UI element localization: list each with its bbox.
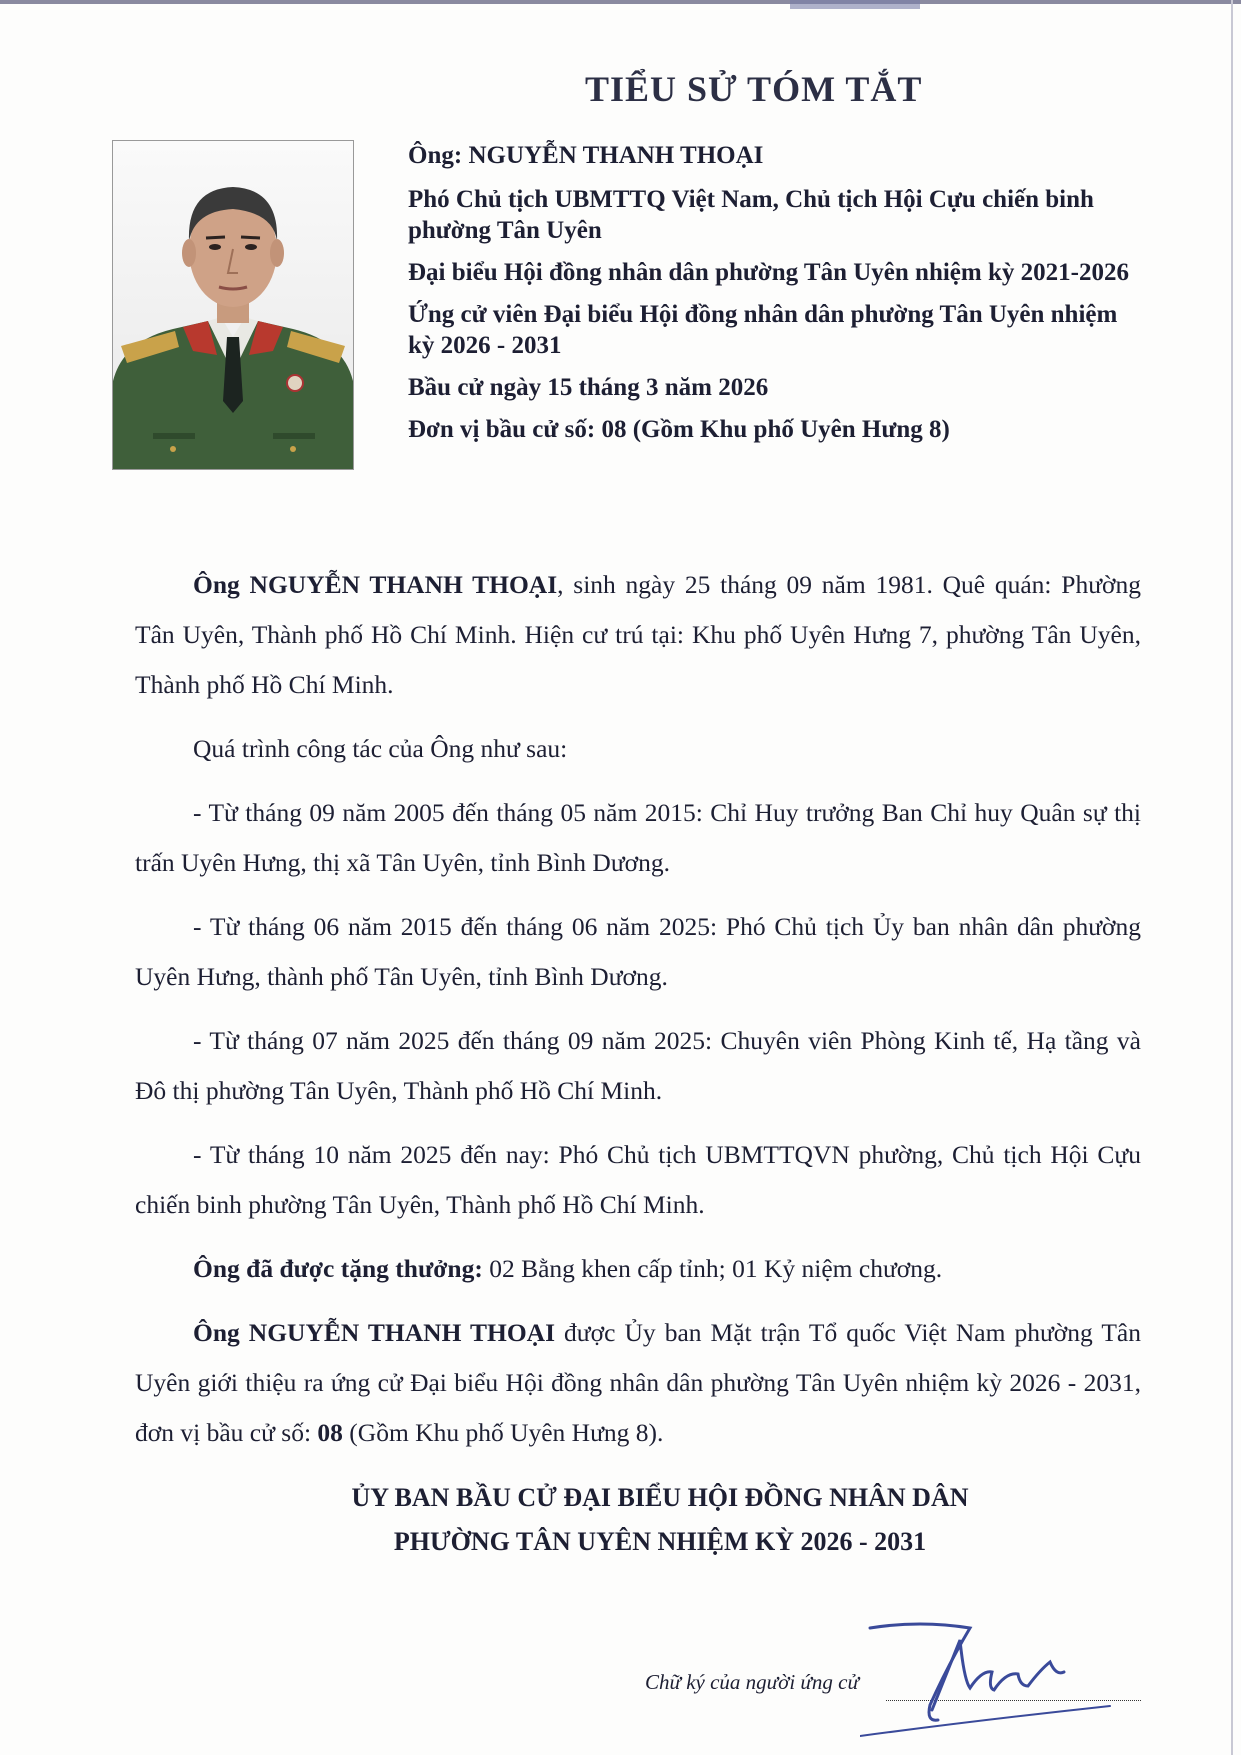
candidate-name: NGUYỄN THANH THOẠI — [468, 142, 764, 169]
intro-paragraph — [135, 560, 1141, 710]
header-line-candidacy: Ứng cử viên Đại biểu Hội đồng nhân dân phường Tân Uyên nhiệm kỳ 2026 - 2031 — [408, 301, 1118, 359]
candidate-name-line — [408, 140, 1148, 171]
handwritten-signature — [860, 1610, 1130, 1740]
scan-right-edge — [1231, 0, 1233, 1755]
awards-label: Ông đã được tặng thưởng: — [193, 1254, 483, 1283]
career-item: - Từ tháng 06 năm 2015 đến tháng 06 năm 2025: Phó Chủ tịch Ủy ban nhân dân phường Uyên Hưng, thành phố Tân Uyên, tỉnh Bình Dương. — [135, 912, 1141, 991]
closing-end: (Gồm Khu phố Uyên Hưng 8). — [342, 1418, 664, 1447]
header-line-current-term: Đại biểu Hội đồng nhân dân phường Tân Uyên nhiệm kỳ 2021-2026 — [408, 259, 1129, 286]
committee-line-1: ỦY BAN BẦU CỬ ĐẠI BIỂU HỘI ĐỒNG NHÂN DÂN — [351, 1483, 969, 1512]
biography-body — [135, 560, 1141, 1472]
scan-top-mark — [790, 0, 920, 9]
intro-name: Ông NGUYỄN THANH THOẠI — [193, 570, 558, 599]
career-item: - Từ tháng 07 năm 2025 đến tháng 09 năm 2025: Chuyên viên Phòng Kinh tế, Hạ tầng và Đô thị phường Tân Uyên, Thành phố Hồ Chí Minh. — [135, 1026, 1141, 1105]
candidate-header — [408, 140, 1148, 456]
closing-name: Ông NGUYỄN THANH THOẠI — [193, 1318, 556, 1347]
closing-unit: 08 — [317, 1418, 343, 1447]
election-committee-footer — [300, 1476, 1020, 1564]
candidate-portrait-photo — [112, 140, 354, 470]
document-title: TIỂU SỬ TÓM TẮT — [585, 69, 923, 109]
header-line-election-date: Bầu cử ngày 15 tháng 3 năm 2026 — [408, 374, 769, 401]
awards-text: 02 Bằng khen cấp tỉnh; 01 Kỷ niệm chương. — [482, 1254, 943, 1283]
awards-paragraph — [135, 1244, 1141, 1294]
intro-text: , sinh ngày 25 tháng 09 năm 1981. Quê quán: Phường Tân Uyên, Thành phố Hồ Chí Minh. Hiện cư trú tại: Khu phố Uyên Hưng 7, phường Tân Uyên, Thành phố Hồ Chí Minh. — [135, 570, 1141, 699]
header-line-position: Phó Chủ tịch UBMTTQ Việt Nam, Chủ tịch Hội Cựu chiến binh phường Tân Uyên — [408, 186, 1094, 244]
career-heading: Quá trình công tác của Ông như sau: — [193, 734, 568, 763]
header-line-electoral-unit: Đơn vị bầu cử số: 08 (Gồm Khu phố Uyên Hưng 8) — [408, 416, 950, 443]
career-item: - Từ tháng 09 năm 2005 đến tháng 05 năm 2015: Chỉ Huy trưởng Ban Chỉ huy Quân sự thị trấn Uyên Hưng, thị xã Tân Uyên, tỉnh Bình Dương. — [135, 798, 1141, 877]
committee-line-2: PHƯỜNG TÂN UYÊN NHIỆM KỲ 2026 - 2031 — [393, 1527, 927, 1556]
scan-top-edge — [0, 0, 1241, 4]
closing-text: được Ủy ban Mặt trận Tổ quốc Việt Nam phường Tân Uyên giới thiệu ra ứng cử Đại biểu Hội đồng nhân dân phường Tân Uyên nhiệm kỳ 2026 - 2031, đơn vị bầu cử số: — [135, 1318, 1141, 1447]
signature-label: Chữ ký của người ứng cử — [645, 1670, 859, 1694]
career-item: - Từ tháng 10 năm 2025 đến nay: Phó Chủ tịch UBMTTQVN phường, Chủ tịch Hội Cựu chiến binh phường Tân Uyên, Thành phố Hồ Chí Minh. — [135, 1140, 1141, 1219]
closing-paragraph — [135, 1308, 1141, 1458]
name-prefix: Ông: — [408, 142, 469, 169]
portrait-illustration — [113, 141, 353, 469]
